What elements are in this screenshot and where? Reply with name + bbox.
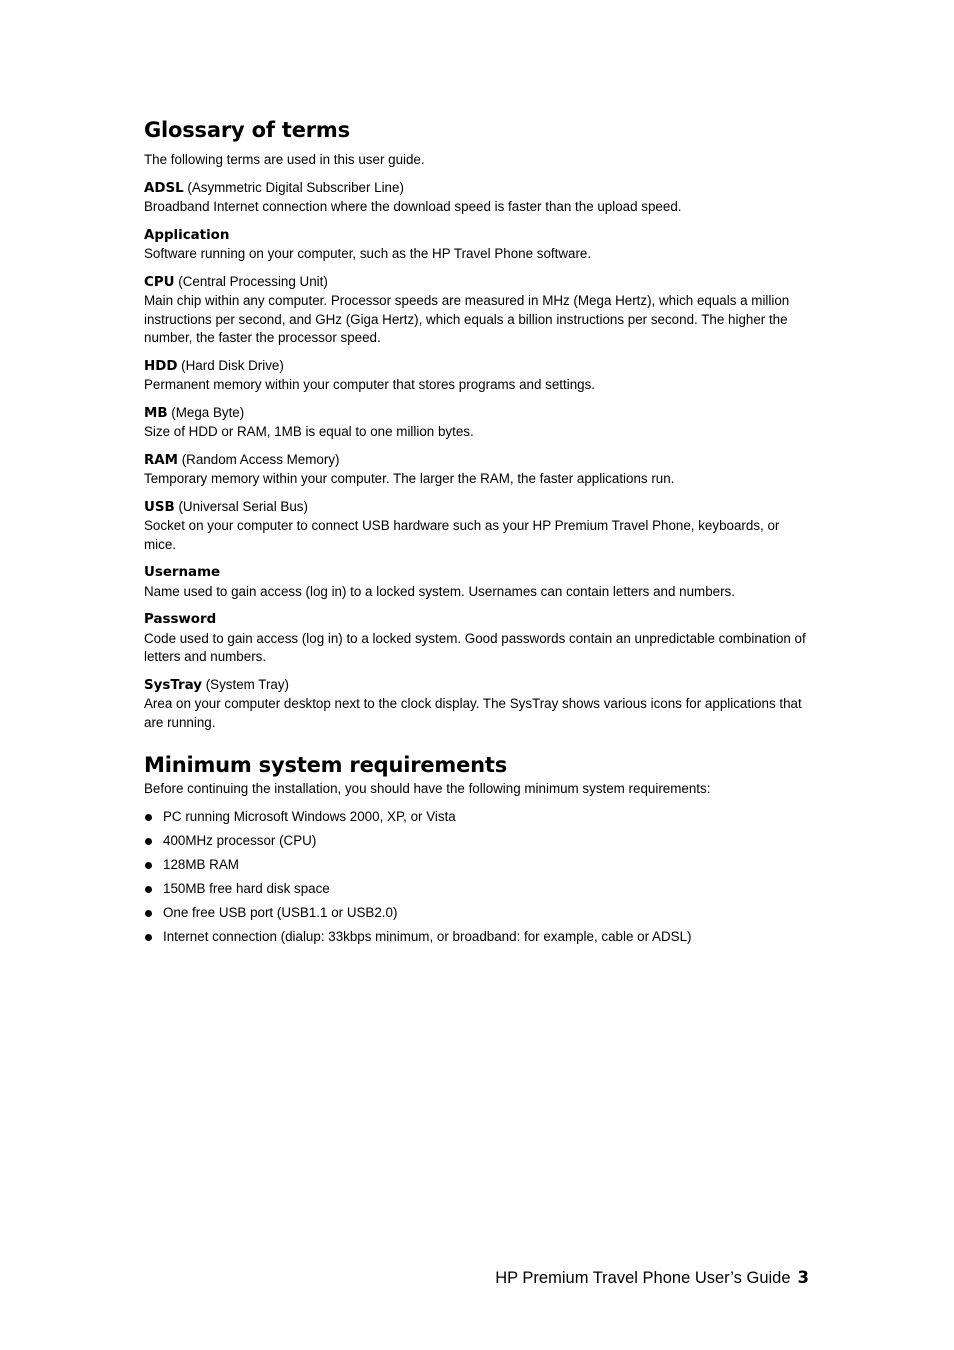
term-name: Application bbox=[144, 227, 230, 243]
glossary-term bbox=[144, 404, 814, 442]
term-expansion: (Hard Disk Drive) bbox=[177, 357, 284, 373]
list-item: 128MB RAM bbox=[144, 856, 814, 875]
glossary-list bbox=[144, 179, 814, 733]
term-expansion: (Central Processing Unit) bbox=[174, 273, 328, 289]
term-name: SysTray bbox=[144, 677, 202, 693]
term-name: Username bbox=[144, 565, 221, 580]
bullet-icon bbox=[145, 910, 152, 917]
requirements-list bbox=[144, 808, 814, 947]
list-item: 400MHz processor (CPU) bbox=[144, 832, 814, 851]
requirements-intro: Before continuing the installation, you should have the following minimum system requirements: bbox=[144, 781, 711, 796]
glossary-title: Glossary of terms bbox=[144, 118, 350, 142]
glossary-term bbox=[144, 676, 814, 733]
glossary-term bbox=[144, 610, 814, 667]
term-description: Software running on your computer, such as the HP Travel Phone software. bbox=[144, 246, 592, 261]
term-name: ADSL bbox=[144, 180, 184, 196]
term-description: Broadband Internet connection where the download speed is faster than the upload speed. bbox=[144, 199, 682, 214]
term-expansion: (System Tray) bbox=[201, 676, 290, 692]
term-description: Area on your computer desktop next to the clock display. The SysTray shows various icons for applications that are running. bbox=[144, 696, 802, 730]
list-item: Internet connection (dialup: 33kbps minimum, or broadband: for example, cable or ADSL) bbox=[144, 928, 814, 947]
glossary-term bbox=[144, 226, 814, 264]
term-name: Password bbox=[144, 612, 217, 627]
term-description: Permanent memory within your computer that stores programs and settings. bbox=[144, 377, 596, 392]
glossary-intro: The following terms are used in this user guide. bbox=[144, 152, 425, 167]
term-expansion: (Universal Serial Bus) bbox=[174, 498, 308, 514]
glossary-term bbox=[144, 498, 814, 555]
term-name: HDD bbox=[144, 358, 178, 374]
glossary-term bbox=[144, 563, 814, 601]
glossary-term bbox=[144, 179, 814, 217]
term-description: Temporary memory within your computer. The larger the RAM, the faster applications run. bbox=[144, 471, 675, 486]
guide-title: HP Premium Travel Phone User’s Guide bbox=[495, 1269, 791, 1287]
bullet-icon bbox=[145, 862, 152, 869]
page-number: 3 bbox=[797, 1268, 809, 1287]
term-description: Size of HDD or RAM, 1MB is equal to one million bytes. bbox=[144, 424, 474, 439]
term-name: RAM bbox=[144, 452, 178, 468]
glossary-term bbox=[144, 273, 814, 348]
bullet-icon bbox=[145, 886, 152, 893]
glossary-term bbox=[144, 357, 814, 395]
list-item: One free USB port (USB1.1 or USB2.0) bbox=[144, 904, 814, 923]
term-expansion: (Random Access Memory) bbox=[178, 451, 340, 467]
term-description: Socket on your computer to connect USB hardware such as your HP Premium Travel Phone, keyboards, or mice. bbox=[144, 518, 780, 552]
term-name: MB bbox=[144, 405, 168, 421]
page-footer bbox=[495, 1266, 809, 1290]
requirements-title: Minimum system requirements bbox=[144, 753, 508, 777]
term-name: CPU bbox=[144, 274, 175, 290]
term-description: Code used to gain access (log in) to a locked system. Good passwords contain an unpredictable combination of letters and numbers. bbox=[144, 630, 806, 664]
term-expansion: (Mega Byte) bbox=[167, 404, 245, 420]
list-item: PC running Microsoft Windows 2000, XP, or Vista bbox=[144, 808, 814, 827]
bullet-icon bbox=[145, 838, 152, 845]
term-expansion: (Asymmetric Digital Subscriber Line) bbox=[183, 179, 404, 195]
bullet-icon bbox=[145, 814, 152, 821]
list-item: 150MB free hard disk space bbox=[144, 880, 814, 899]
term-description: Name used to gain access (log in) to a locked system. Usernames can contain letters and numbers. bbox=[144, 583, 735, 599]
bullet-icon bbox=[145, 934, 152, 941]
term-description: Main chip within any computer. Processor speeds are measured in MHz (Mega Hertz), which equals a million instructions per second, and GHz (Giga Hertz), which equals a billion instructions per second. The higher the number, the faster the processor speed. bbox=[144, 293, 790, 345]
term-name: USB bbox=[144, 499, 175, 515]
glossary-term bbox=[144, 451, 814, 489]
page-content bbox=[144, 115, 814, 952]
